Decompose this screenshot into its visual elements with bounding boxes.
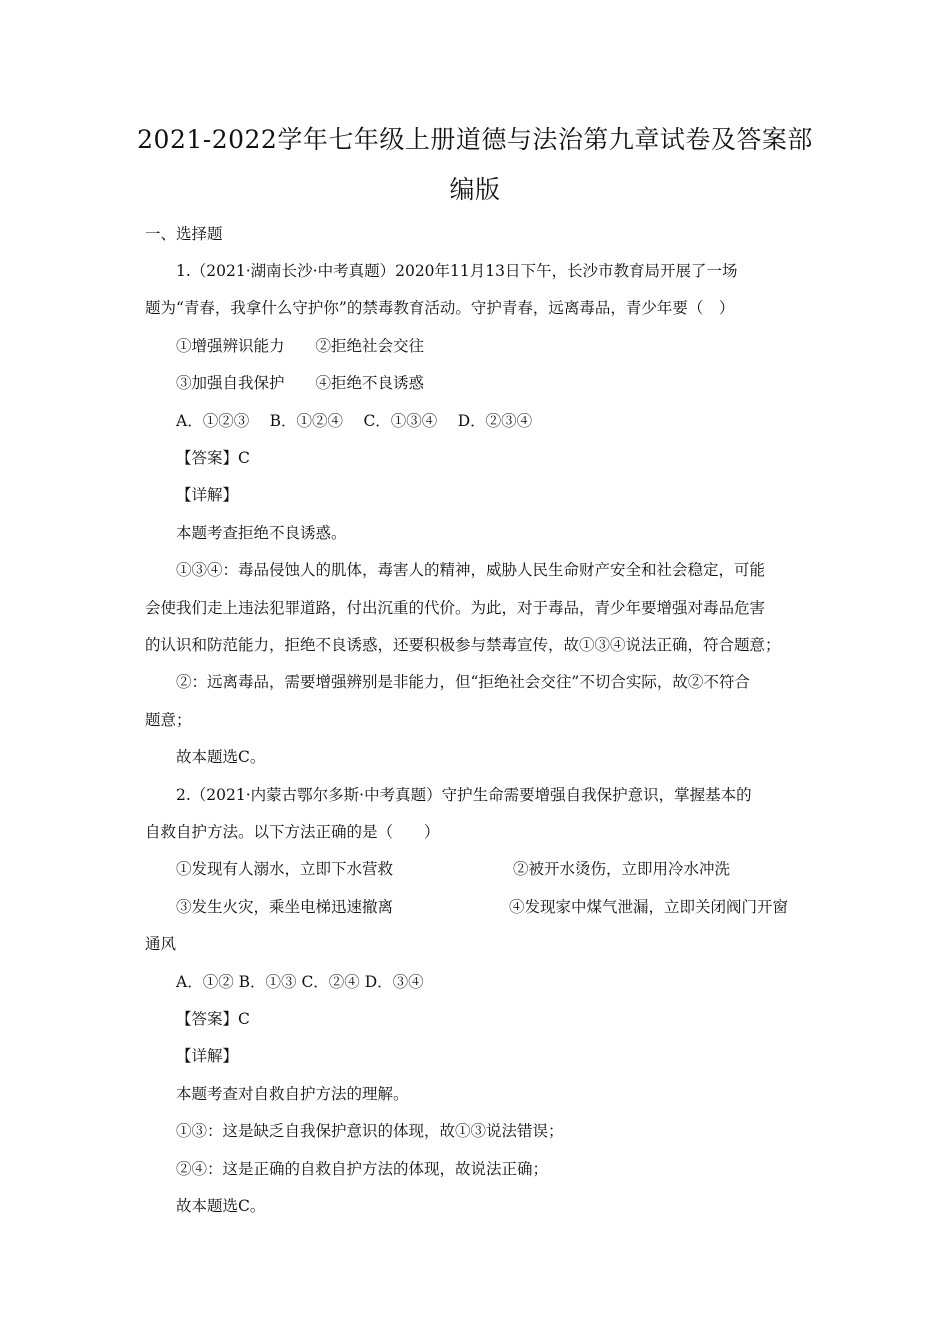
section-heading: 一、选择题	[145, 225, 223, 243]
q2-explain-intro: 本题考查对自救自护方法的理解。	[176, 1085, 409, 1103]
q1-items-line-2: ③加强自我保护 ④拒绝不良诱惑	[176, 374, 425, 392]
q2-item-4-continued: 通风	[145, 935, 177, 953]
document-title-line-2: 编版	[449, 175, 501, 204]
q1-items-line-1: ①增强辨识能力 ②拒绝社会交往	[176, 337, 425, 355]
q1-stem-line-1: 1.（2021·湖南长沙·中考真题）2020年11月13日下午，长沙市教育局开展了一场	[176, 262, 738, 280]
q1-answer: 【答案】C	[176, 449, 250, 467]
document-title-line-1: 2021-2022学年七年级上册道德与法治第九章试卷及答案部	[137, 125, 813, 154]
q2-item-2: ②被开水烫伤，立即用冷水冲洗	[513, 860, 731, 878]
q1-explain-p2-line-1: ②：远离毒品，需要增强辨别是非能力，但“拒绝社会交往”不切合实际，故②不符合	[176, 673, 750, 691]
q2-item-1: ①发现有人溺水，立即下水营救	[176, 860, 394, 878]
q2-explain-label: 【详解】	[176, 1047, 239, 1065]
q1-explain-p1-line-2: 会使我们走上违法犯罪道路，付出沉重的代价。为此，对于毒品，青少年要增强对毒品危害	[145, 599, 766, 617]
q2-item-4: ④发现家中煤气泄漏，立即关闭阀门开窗	[509, 898, 789, 916]
q1-explain-intro: 本题考查拒绝不良诱惑。	[176, 524, 347, 542]
q2-stem-line-1: 2.（2021·内蒙古鄂尔多斯·中考真题）守护生命需要增强自我保护意识，掌握基本的	[176, 786, 752, 804]
q1-options: A．①②③ B．①②④ C．①③④ D．②③④	[176, 412, 533, 430]
q1-explain-label: 【详解】	[176, 486, 239, 504]
q2-stem-line-2: 自救自护方法。以下方法正确的是（ ）	[145, 823, 440, 841]
q1-conclusion: 故本题选C。	[176, 748, 266, 766]
q2-answer: 【答案】C	[176, 1010, 250, 1028]
q1-explain-p1-line-1: ①③④：毒品侵蚀人的肌体，毒害人的精神，威胁人民生命财产安全和社会稳定，可能	[176, 561, 766, 579]
q2-options: A．①② B．①③ C．②④ D．③④	[176, 973, 424, 991]
q1-explain-p1-line-3: 的认识和防范能力，拒绝不良诱惑，还要积极参与禁毒宣传，故①③④说法正确，符合题意；	[145, 636, 781, 654]
q2-item-3: ③发生火灾，乘坐电梯迅速撤离	[176, 898, 394, 916]
q1-explain-p2-line-2: 题意；	[145, 711, 192, 729]
q2-conclusion: 故本题选C。	[176, 1197, 266, 1215]
q2-explain-p2: ②④：这是正确的自救自护方法的体现，故说法正确；	[176, 1160, 549, 1178]
q2-explain-p1: ①③：这是缺乏自我保护意识的体现，故①③说法错误；	[176, 1122, 564, 1140]
q1-stem-line-2: 题为“青春，我拿什么守护你”的禁毒教育活动。守护青春，远离毒品，青少年要（ ）	[145, 299, 735, 317]
